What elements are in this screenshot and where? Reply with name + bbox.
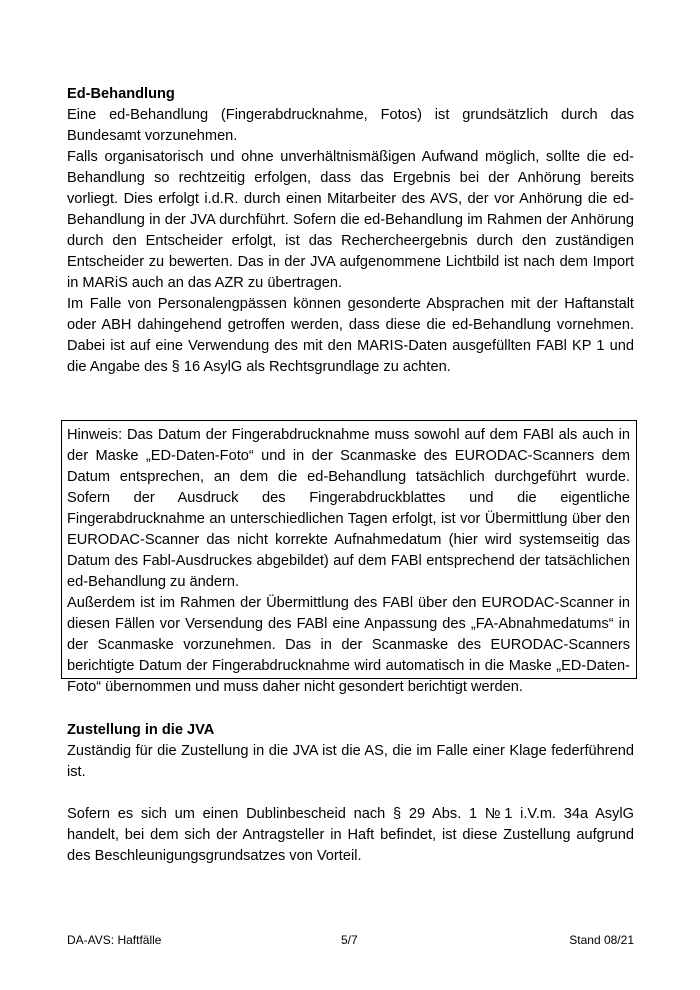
section-ed-behandlung xyxy=(67,84,634,378)
section-heading: Ed-Behandlung xyxy=(67,86,175,102)
paragraph: Sofern es sich um einen Dublinbescheid nach § 29 Abs. 1 №1 i.V.m. 34a AsylG handelt, bei dem sich der Antragsteller in Haft befindet, ist diese Zustellung aufgrund des Beschleunigungsgrundsatzes von Vorteil. xyxy=(67,806,634,864)
footer-version: Stand 08/21 xyxy=(569,933,634,947)
paragraph: Im Falle von Personalengpässen können gesonderte Absprachen mit der Haftanstalt oder ABH dahingehend getroffen werden, dass diese die ed-Behandlung vornehmen. Dabei ist auf eine Verwendung des mit den MARIS-Daten ausgefüllten FABl KP 1 und die Angabe des § 16 AsylG als Rechtsgrundlage zu achten. xyxy=(67,296,634,375)
footer-document-title: DA-AVS: Haftfälle xyxy=(67,933,162,947)
paragraph: Zuständig für die Zustellung in die JVA ist die AS, die im Falle einer Klage federführend ist. xyxy=(67,743,634,780)
paragraph: Eine ed-Behandlung (Fingerabdrucknahme, Fotos) ist grundsätzlich durch das Bundesamt vorzunehmen. xyxy=(67,107,634,144)
note-paragraph: Außerdem ist im Rahmen der Übermittlung des FABl über den EURODAC-Scanner in diesen Fällen vor Versendung des FABl eine Anpassung des „FA-Abnahmedatums“ in der Scanmaske vorzunehmen. Das in der Scanmaske des EURODAC-Scanners berichtigte Datum der Fingerabdrucknahme wird automatisch in die Maske „ED-Daten-Foto“ übernommen und muss daher nicht gesondert berichtigt werden. xyxy=(67,595,630,695)
paragraph-spacer xyxy=(67,783,634,804)
section-zustellung xyxy=(67,720,634,867)
section-heading: Zustellung in die JVA xyxy=(67,722,215,738)
note-box xyxy=(61,420,637,695)
paragraph: Falls organisatorisch und ohne unverhältnismäßigen Aufwand möglich, sollte die ed-Behandlung so rechtzeitig erfolgen, dass das Ergebnis bei der Anhörung bereits vorliegt. Dies erfolgt i.d.R. durch einen Mitarbeiter des AVS, der vor Anhörung die ed-Behandlung in der JVA durchführt. Sofern die ed-Behandlung im Rahmen der Anhörung durch den Entscheider erfolgt, ist das Rechercheergebnis durch den zuständigen Entscheider zu bewerten. Das in der JVA aufgenommene Lichtbild ist nach dem Import in MARiS auch an das AZR zu übertragen. xyxy=(67,149,634,291)
footer-page-number: 5/7 xyxy=(341,933,358,947)
note-paragraph: Hinweis: Das Datum der Fingerabdrucknahme muss sowohl auf dem FABl als auch in der Maske „ED-Daten-Foto“ und in der Scanmaske des EURODAC-Scanners dem Datum entsprechen, an dem die ed-Behandlung tatsächlich durchgeführt wurde. Sofern der Ausdruck des Fingerabdruckblattes und die eigentliche Fingerabdrucknahme an unterschiedlichen Tagen erfolgt, ist vor Übermittlung über den EURODAC-Scanner das nicht korrekte Aufnahmedatum (hier wird systemseitig das Datum des Fabl-Ausdruckes abgebildet) auf dem FABl entsprechend der tatsächlichen ed-Behandlung zu ändern. xyxy=(67,427,630,590)
